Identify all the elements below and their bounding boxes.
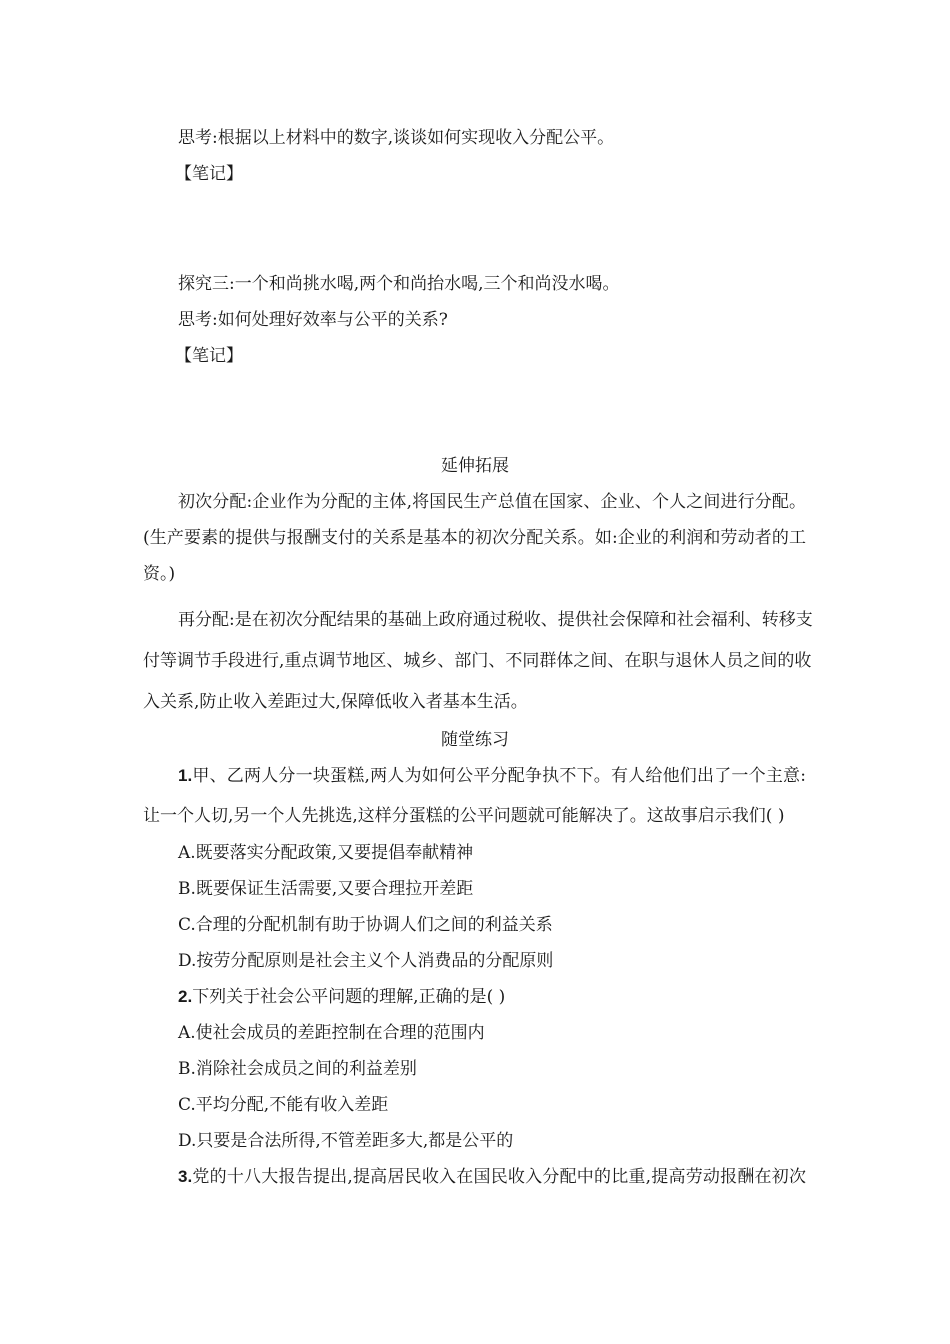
notes-label-2: 【笔记】: [175, 164, 243, 184]
redistribution-line-3: 入关系,防止收入差距过大,保障低收入者基本生活。: [143, 692, 528, 712]
question-2-number: 2.: [178, 987, 193, 1006]
question-1-line-1: [178, 765, 806, 787]
practice-heading: 随堂练习: [441, 730, 509, 750]
think-prompt-3: 思考:如何处理好效率与公平的关系?: [178, 310, 448, 330]
question-2-text: 下列关于社会公平问题的理解,正确的是( ): [192, 987, 506, 1007]
notes-label-3: 【笔记】: [175, 346, 243, 366]
question-1-number: 1.: [178, 766, 193, 785]
question-3-number: 3.: [178, 1167, 193, 1186]
question-1-line-2: 让一个人切,另一个人先挑选,这样分蛋糕的公平问题就可能解决了。这故事启示我们( ): [143, 806, 785, 826]
extension-heading: 延伸拓展: [441, 456, 509, 476]
question-2-option-d: D.只要是合法所得,不管差距多大,都是公平的: [178, 1131, 514, 1151]
question-3-line: [178, 1166, 806, 1188]
question-2-option-c: C.平均分配,不能有收入差距: [178, 1095, 389, 1115]
think-prompt-2: 思考:根据以上材料中的数字,谈谈如何实现收入分配公平。: [178, 128, 615, 148]
question-2-option-a: A.使社会成员的差距控制在合理的范围内: [178, 1023, 485, 1043]
initial-distribution-line-3: 资。): [143, 564, 176, 584]
question-1-option-b: B.既要保证生活需要,又要合理拉开差距: [178, 879, 474, 899]
question-3-text: 党的十八大报告提出,提高居民收入在国民收入分配中的比重,提高劳动报酬在初次: [192, 1167, 806, 1187]
question-2-line: [178, 986, 505, 1008]
explore-three: 探究三:一个和尚挑水喝,两个和尚抬水喝,三个和尚没水喝。: [178, 274, 620, 294]
initial-distribution-line-1: 初次分配:企业作为分配的主体,将国民生产总值在国家、企业、个人之间进行分配。: [178, 492, 806, 512]
question-1-option-a: A.既要落实分配政策,又要提倡奉献精神: [178, 843, 474, 863]
question-1-option-d: D.按劳分配原则是社会主义个人消费品的分配原则: [178, 951, 554, 971]
initial-distribution-line-2: (生产要素的提供与报酬支付的关系是基本的初次分配关系。如:企业的利润和劳动者的工: [143, 528, 806, 548]
redistribution-line-1: 再分配:是在初次分配结果的基础上政府通过税收、提供社会保障和社会福利、转移支: [178, 610, 813, 630]
question-1-option-c: C.合理的分配机制有助于协调人们之间的利益关系: [178, 915, 553, 935]
question-1-text-1: 甲、乙两人分一块蛋糕,两人为如何公平分配争执不下。有人给他们出了一个主意:: [192, 766, 806, 786]
question-2-option-b: B.消除社会成员之间的利益差别: [178, 1059, 417, 1079]
redistribution-line-2: 付等调节手段进行,重点调节地区、城乡、部门、不同群体之间、在职与退休人员之间的收: [143, 651, 812, 671]
